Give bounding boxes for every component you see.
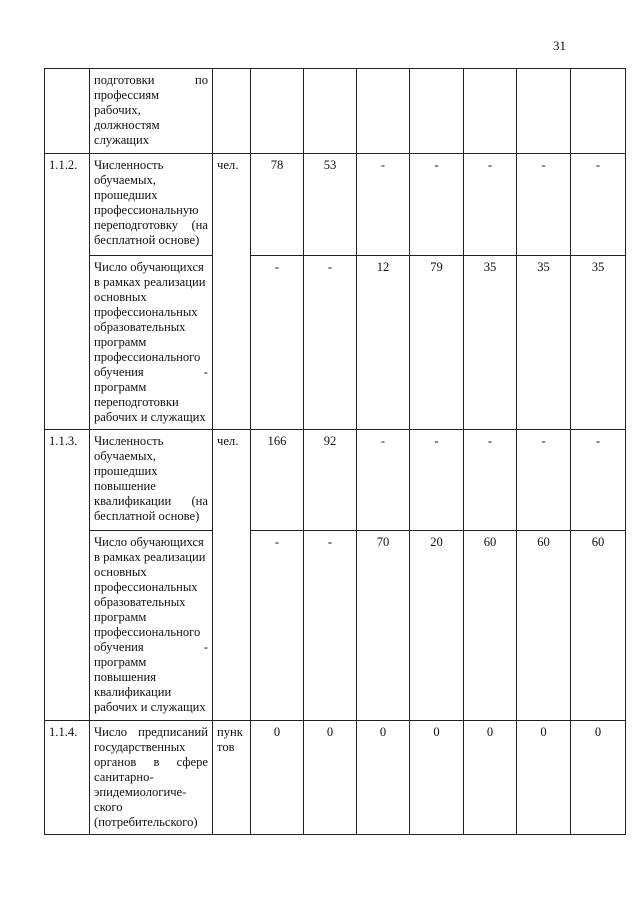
indicator-name: Число обучающихся в рамках реализации основных профессиональных образовательных программ профессионального обучения - программ переподготовки рабочих и служащих: [90, 256, 213, 430]
value-cell: -: [357, 430, 410, 531]
value-cell: [410, 69, 464, 154]
unit-cell: пунк тов: [213, 721, 251, 835]
table-row: [45, 154, 626, 256]
value-cell: -: [357, 154, 410, 256]
value-cell: -: [251, 531, 304, 721]
value-cell: -: [464, 154, 517, 256]
value-cell: 60: [571, 531, 626, 721]
value-cell: -: [304, 256, 357, 430]
value-cell: [357, 69, 410, 154]
value-cell: -: [571, 430, 626, 531]
indicator-name: Число предписаний государственных органов в сфере санитарно- эпидемиологиче- ского (потребительского): [90, 721, 213, 835]
table-row: [45, 69, 626, 154]
indicators-table: [44, 68, 626, 835]
value-cell: 78: [251, 154, 304, 256]
value-cell: 92: [304, 430, 357, 531]
page-number: 31: [553, 38, 566, 53]
row-number: 1.1.4.: [45, 721, 90, 835]
value-cell: 12: [357, 256, 410, 430]
value-cell: -: [410, 430, 464, 531]
value-cell: -: [251, 256, 304, 430]
unit-cell: чел.: [213, 430, 251, 721]
value-cell: 35: [571, 256, 626, 430]
value-cell: 0: [304, 721, 357, 835]
value-cell: [464, 69, 517, 154]
value-cell: 70: [357, 531, 410, 721]
value-cell: 0: [357, 721, 410, 835]
value-cell: 35: [517, 256, 571, 430]
value-cell: 0: [571, 721, 626, 835]
value-cell: 53: [304, 154, 357, 256]
value-cell: 166: [251, 430, 304, 531]
value-cell: -: [517, 154, 571, 256]
table-row: [45, 721, 626, 835]
value-cell: [517, 69, 571, 154]
value-cell: -: [571, 154, 626, 256]
value-cell: 0: [517, 721, 571, 835]
table-row: [45, 256, 626, 430]
value-cell: -: [410, 154, 464, 256]
indicator-name: Численность обучаемых, прошедших профессиональную переподготовку (на бесплатной основе): [90, 154, 213, 256]
unit-cell: чел.: [213, 154, 251, 430]
value-cell: -: [517, 430, 571, 531]
value-cell: [571, 69, 626, 154]
row-number: 1.1.3.: [45, 430, 90, 721]
indicator-name: Численность обучаемых, прошедших повышение квалификации (на бесплатной основе): [90, 430, 213, 531]
value-cell: 79: [410, 256, 464, 430]
table-row: [45, 531, 626, 721]
table-row: [45, 430, 626, 531]
indicator-name: подготовки по профессиям рабочих, должностям служащих: [90, 69, 213, 154]
value-cell: 35: [464, 256, 517, 430]
value-cell: -: [464, 430, 517, 531]
value-cell: 60: [464, 531, 517, 721]
value-cell: 0: [410, 721, 464, 835]
value-cell: [304, 69, 357, 154]
value-cell: -: [304, 531, 357, 721]
row-number: 1.1.2.: [45, 154, 90, 430]
value-cell: 0: [464, 721, 517, 835]
value-cell: 20: [410, 531, 464, 721]
unit-cell: [213, 69, 251, 154]
indicator-name: Число обучающихся в рамках реализации основных профессиональных образовательных программ профессионального обучения - программ повышения квалификации рабочих и служащих: [90, 531, 213, 721]
value-cell: 60: [517, 531, 571, 721]
value-cell: 0: [251, 721, 304, 835]
row-number: [45, 69, 90, 154]
value-cell: [251, 69, 304, 154]
